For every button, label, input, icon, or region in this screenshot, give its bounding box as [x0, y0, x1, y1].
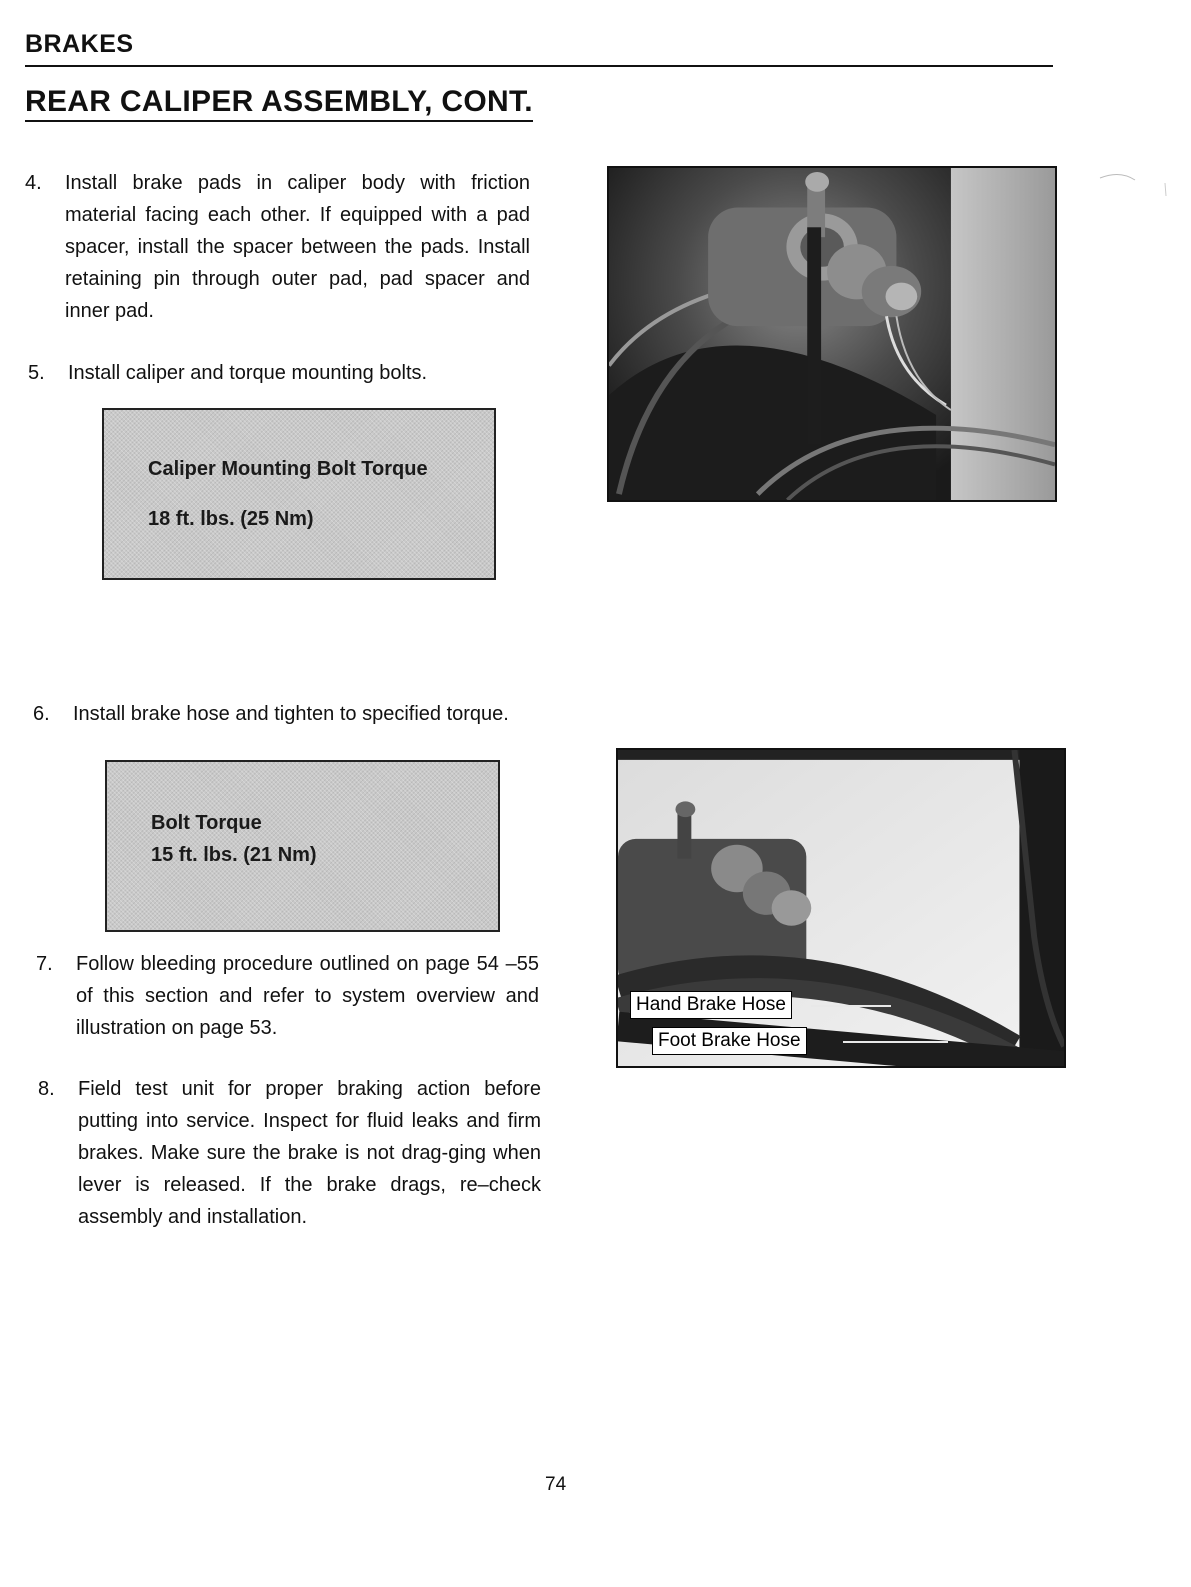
spec-value: 15 ft. lbs. (21 Nm): [151, 844, 317, 866]
step-number: 4.: [25, 172, 42, 194]
foot-brake-hose-leader: [843, 1041, 948, 1043]
hand-brake-hose-label: Hand Brake Hose: [630, 991, 792, 1019]
step-number: 6.: [33, 703, 50, 725]
step-4: [25, 167, 530, 327]
step-number: 7.: [36, 953, 53, 975]
spec-value: 18 ft. lbs. (25 Nm): [148, 508, 314, 530]
step-6: [33, 698, 536, 730]
step-5: [28, 357, 533, 389]
scan-artifact: [1080, 168, 1180, 228]
step-text: Install brake hose and tighten to specified torque.: [73, 703, 509, 725]
caliper-photo: [607, 166, 1057, 502]
hose-torque-spec-box: [105, 760, 500, 932]
step-number: 5.: [28, 362, 45, 384]
spec-label: Caliper Mounting Bolt Torque: [148, 458, 428, 480]
foot-brake-hose-label: Foot Brake Hose: [652, 1027, 807, 1055]
step-7: [36, 948, 539, 1044]
step-text: Field test unit for proper braking action before putting into service. Inspect for fluid leaks and firm brakes. Make sure the brake is not drag-ging when lever is released. If the brake drags, re–check assembly and installation.: [78, 1078, 541, 1228]
step-text: Install caliper and torque mounting bolts.: [68, 362, 428, 384]
caliper-torque-spec-box: [102, 408, 496, 580]
spec-label: Bolt Torque: [151, 812, 262, 834]
caliper-photo-image: [609, 168, 1055, 500]
header-rule: [25, 65, 1053, 67]
brake-hose-photo: [616, 748, 1066, 1068]
step-number: 8.: [38, 1078, 55, 1100]
section-label: BRAKES: [25, 30, 134, 58]
step-text: Follow bleeding procedure outlined on page 54 –55 of this section and refer to system overview and illustration on page 53.: [76, 953, 539, 1039]
page-number: 74: [545, 1474, 567, 1495]
hand-brake-hose-leader: [811, 1005, 891, 1007]
step-text: Install brake pads in caliper body with friction material facing each other. If equipped with a pad spacer, install the spacer between the pads. Install retaining pin through outer pad, pad spacer and inner pad.: [65, 172, 530, 322]
step-8: [38, 1073, 541, 1233]
page-title: REAR CALIPER ASSEMBLY, CONT.: [25, 84, 533, 122]
